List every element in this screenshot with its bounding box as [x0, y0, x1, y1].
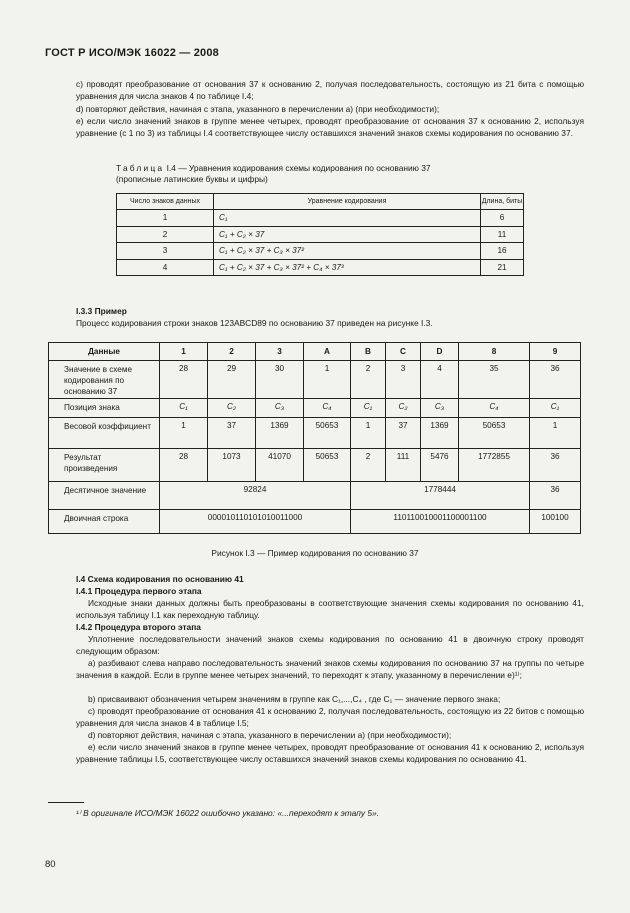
table-header-cell: A [304, 343, 351, 361]
table-cell: 3 [386, 361, 421, 399]
footnote: ¹⁾ В оригинале ИСО/МЭК 16022 ошибочно указано: «...переходят к этапу 5». [76, 808, 379, 818]
table1-caption-text: I.4 — Уравнения кодирования схемы кодирования по основанию 37 [166, 163, 431, 173]
table-cell: 1369 [421, 418, 459, 449]
row-label: Позиция знака [49, 399, 160, 418]
table-cell: 37 [386, 418, 421, 449]
table-cell: 35 [459, 361, 530, 399]
figure-caption: Рисунок I.3 — Пример кодирования по основанию 37 [211, 548, 419, 558]
table-row [117, 226, 524, 243]
table-row [49, 361, 581, 399]
table-cell: 92824 [160, 482, 351, 510]
row-label: Двоичная строка [49, 510, 160, 534]
table1-col-header: Длина, биты [481, 194, 524, 210]
table-cell: C₁ [530, 399, 581, 418]
table1 [116, 193, 524, 276]
table-row [49, 510, 581, 534]
table-cell: 1 [117, 210, 214, 227]
list-item: e) если число значений знаков в группе менее четырех, проводят преобразование от основания 41 к основанию 2, используя уравнение таблицы I.5, соответствующее числу оставшихся значений знаков схемы кодирования по основанию 41. [76, 742, 584, 764]
table-cell: C₄ [459, 399, 530, 418]
table1-caption-word: Таблица [116, 163, 165, 173]
table-header-cell: 3 [256, 343, 304, 361]
example-text: Процесс кодирования строки знаков 123ABCD89 по основанию 37 приведен на рисунке I.3. [76, 318, 433, 328]
table-cell: 5476 [421, 449, 459, 482]
table-header-cell: C [386, 343, 421, 361]
table-cell: C₂ [386, 399, 421, 418]
row-label: Значение в схеме кодирования по основанию 37 [49, 361, 160, 399]
table-cell: 1 [304, 361, 351, 399]
table-row [49, 343, 581, 361]
table-cell: 36 [530, 449, 581, 482]
table1-caption-line2: (прописные латинские буквы и цифры) [116, 174, 268, 184]
table-cell: 37 [208, 418, 256, 449]
table-cell: 21 [481, 259, 524, 276]
table-row [49, 482, 581, 510]
table-cell: C₂ [208, 399, 256, 418]
subsection-heading: I.4.2 Процедура второго этапа [76, 622, 201, 632]
table-header-cell: 1 [160, 343, 208, 361]
table-cell: 1 [160, 418, 208, 449]
table-cell: C₃ [421, 399, 459, 418]
table-cell: 110110010001100001100 [351, 510, 530, 534]
paragraph: Уплотнение последовательности значений знаков схемы кодирования по основанию 41 в двоичную строку проводят следующим образом: [76, 634, 584, 656]
table-cell: 1 [530, 418, 581, 449]
table-cell: 28 [160, 449, 208, 482]
row-label: Результат произведения [49, 449, 160, 482]
table1-header-row [117, 194, 524, 210]
table-row [117, 243, 524, 260]
table-cell: C₁ + C₂ × 37 [214, 226, 481, 243]
table-cell: 1 [351, 418, 386, 449]
table-cell: 29 [208, 361, 256, 399]
table-cell: 4 [421, 361, 459, 399]
document-header: ГОСТ Р ИСО/МЭК 16022 — 2008 [45, 47, 220, 59]
table-cell: 111 [386, 449, 421, 482]
table-cell: C₄ [304, 399, 351, 418]
table-cell: C₁ + C₂ × 37 + C₃ × 37² [214, 243, 481, 260]
table-cell: 100100 [530, 510, 581, 534]
list-item: a) разбивают слева направо последовательность значений знаков схемы кодирования по основанию 37 на группы по четыре значения в каждой. Если в группе менее четырех значений, то переходят к этапу, указанному в перечислении e)¹⁾; [76, 658, 584, 680]
table-header-cell: Данные [49, 343, 160, 361]
table-cell: 2 [351, 361, 386, 399]
table-row [49, 418, 581, 449]
table-cell: 36 [530, 482, 581, 510]
table-row [49, 399, 581, 418]
table-cell: 30 [256, 361, 304, 399]
table-row [117, 259, 524, 276]
table-cell: 11 [481, 226, 524, 243]
table-cell: 1369 [256, 418, 304, 449]
row-label: Десятичное значение [49, 482, 160, 510]
table-cell: C₃ [256, 399, 304, 418]
paragraph: Исходные знаки данных должны быть преобразованы в соответствующие значения схемы кодирования по основанию 41, используя таблицу I.1 как переходную таблицу. [76, 598, 584, 620]
table-row [117, 210, 524, 227]
table-cell: 1778444 [351, 482, 530, 510]
table-cell: C₁ [351, 399, 386, 418]
list-item: d) повторяют действия, начиная с этапа, указанного в перечислении a) (при необходимости); [88, 730, 452, 740]
table-cell: 41070 [256, 449, 304, 482]
table-header-cell: 8 [459, 343, 530, 361]
table-header-cell: 2 [208, 343, 256, 361]
table-header-cell: B [351, 343, 386, 361]
table-cell: 1073 [208, 449, 256, 482]
table-cell: C₁ [214, 210, 481, 227]
table1-caption [116, 163, 576, 185]
table-cell: 28 [160, 361, 208, 399]
table-cell: 2 [351, 449, 386, 482]
list-item: c) проводят преобразование от основания 41 к основанию 2, получая последовательность, состоящую из 22 битов с помощью уравнения для числа знаков 4 в таблице I.5; [76, 706, 584, 728]
table-cell: 50653 [304, 418, 351, 449]
table-header-cell: 9 [530, 343, 581, 361]
table-cell: 000010110101010011000 [160, 510, 351, 534]
table-cell: 36 [530, 361, 581, 399]
table-cell: C₁ [160, 399, 208, 418]
table-cell: 4 [117, 259, 214, 276]
table-header-cell: D [421, 343, 459, 361]
table-row [49, 449, 581, 482]
footnote-divider [48, 802, 84, 803]
intro-item-e: e) если число значений знаков в группе менее четырех, проводят преобразование от основания 37 к основанию 2, используя уравнение (с 1 по 3) из таблицы I.4 соответствующее числу оставшихся значений знаков схемы кодирования по основанию 37. [76, 116, 584, 138]
table-cell: 1772855 [459, 449, 530, 482]
figure-table [48, 342, 581, 534]
table-cell: 50653 [459, 418, 530, 449]
table1-col-header: Число знаков данных [117, 194, 214, 210]
section-heading: I.4 Схема кодирования по основанию 41 [76, 574, 244, 584]
table1-col-header: Уравнение кодирования [214, 194, 481, 210]
table-cell: 50653 [304, 449, 351, 482]
table-cell: 3 [117, 243, 214, 260]
example-heading: I.3.3 Пример [76, 306, 127, 316]
table-cell: 16 [481, 243, 524, 260]
intro-item-d: d) повторяют действия, начиная с этапа, указанного в перечислении a) (при необходимости); [76, 104, 440, 114]
intro-item-c: c) проводят преобразование от основания 37 к основанию 2, получая последовательность, состоящую из 21 бита с помощью уравнения для числа знаков 4 по таблице I.4; [76, 79, 584, 101]
table-cell: 2 [117, 226, 214, 243]
row-label: Весовой коэффициент [49, 418, 160, 449]
table-cell: 6 [481, 210, 524, 227]
table-cell: C₁ + C₂ × 37 + C₃ × 37² + C₄ × 37³ [214, 259, 481, 276]
list-item: b) присваивают обозначения четырем значениям в группе как C₁,...,C₄ , где C₁ — значение первого знака; [88, 694, 501, 704]
subsection-heading: I.4.1 Процедура первого этапа [76, 586, 202, 596]
page-number: 80 [45, 859, 56, 870]
